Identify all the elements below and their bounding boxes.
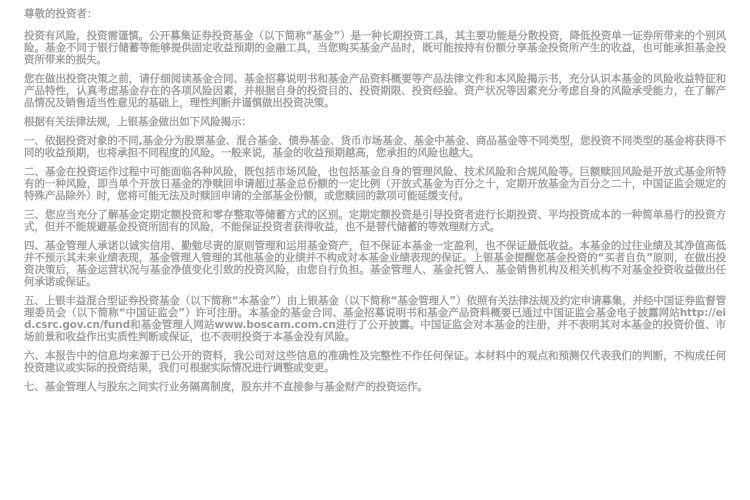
paragraph-item-7: 七、基金管理人与股东之间实行业务隔离制度，股东并不直接参与基金财产的投资运作。: [24, 381, 428, 393]
paragraph-item-1: 一、依据投资对象的不同,基金分为股票基金、混合基金、债券基金、货币市场基金、基金中基金、商品基金等不同类型，您投资不同类型的基金将获得不同的收益预期，也将承担不同程度的风险。一般来说，基金的收益预期越高，您承担的风险也越大。: [24, 135, 726, 159]
paragraph-item-2: 二、基金在投资运作过程中可能面临各种风险，既包括市场风险，也包括基金自身的管理风险、技术风险和合规风险等。巨额赎回风险是开放式基金所特有的一种风险，即当单个开放日基金的净赎回申请超过基金总份额的一定比例（开放式基金为百分之十，定期开放基金为百分之二十，中国证监会规定的特殊产品除外）时，您将可能无法及时赎回申请的全部基金份额，或您赎回的款项可能延缓支付。: [24, 166, 726, 202]
paragraph-disclosure-intro: 根据有关法律法规，上银基金做出如下风险揭示：: [24, 116, 252, 128]
paragraph-item-6: 六、本报告中的信息均来源于已公开的资料，我公司对这些信息的准确性及完整性不作任何保证。本材料中的观点和预测仅代表我们的判断，不构成任何投资建议或实际的投资结果，我们可根据实际情况进行调整或变更。: [24, 350, 726, 374]
paragraph-investment-risk: 投资有风险，投资需谨慎。公开募集证券投资基金（以下简称“基金”）是一种长期投资工具，其主要功能是分散投资，降低投资单一证券所带来的个别风险。基金不同于银行储蓄等能够提供固定收益预期的金融工具，当您购买基金产品时，既可能按持有份额分享基金投资所产生的收益，也可能承担基金投资所带来的损失。: [24, 30, 726, 66]
paragraph-read-before-investing: 您在做出投资决策之前，请仔细阅读基金合同、基金招募说明书和基金产品资料概要等产品法律文件和本风险揭示书，充分认识本基金的风险收益特征和产品特性，认真考虑基金存在的各项风险因素，并根据自身的投资目的、投资期限、投资经验、资产状况等因素充分考虑自身的风险承受能力，在了解产品情况及销售适当性意见的基础上，理性判断并谨慎做出投资决策。: [24, 73, 726, 109]
paragraph-item-5: 五、上银丰益混合型证券投资基金（以下简称“本基金”）由上银基金（以下简称“基金管理人”）依照有关法律法规及约定申请募集，并经中国证券监督管理委员会（以下简称“中国证监会”）许可注册。本基金的基金合同、基金招募说明书和基金产品资料概要已通过中国证监会基金电子披露网站http://eid.csrc.gov.cn/fund和基金管理人网站www.boscam.com.cn进行了公开披露。中国证监会对本基金的注册，并不表明其对本基金的投资价值、市场前景和收益作出实质性判断或保证，也不表明投资于本基金没有风险。: [24, 295, 726, 343]
paragraph-item-4: 四、基金管理人承诺以诚实信用、勤勉尽责的原则管理和运用基金资产，但不保证本基金一定盈利，也不保证最低收益。本基金的过往业绩及其净值高低并不预示其未来业绩表现，基金管理人管理的其他基金的业绩并不构成对本基金业绩表现的保证。上银基金提醒您基金投资的“买者自负”原则，在做出投资决策后，基金运营状况与基金净值变化引致的投资风险，由您自行负担。基金管理人、基金托管人、基金销售机构及相关机构不对基金投资收益做出任何承诺或保证。: [24, 240, 726, 288]
salutation: 尊敬的投资者：: [24, 8, 98, 20]
paragraph-item-3: 三、您应当充分了解基金定期定额投资和零存整取等储蓄方式的区别。定期定额投资是引导投资者进行长期投资、平均投资成本的一种简单易行的投资方式，但并不能规避基金投资所固有的风险，不能保证投资者获得收益，也不是替代储蓄的等效理财方式。: [24, 209, 726, 233]
